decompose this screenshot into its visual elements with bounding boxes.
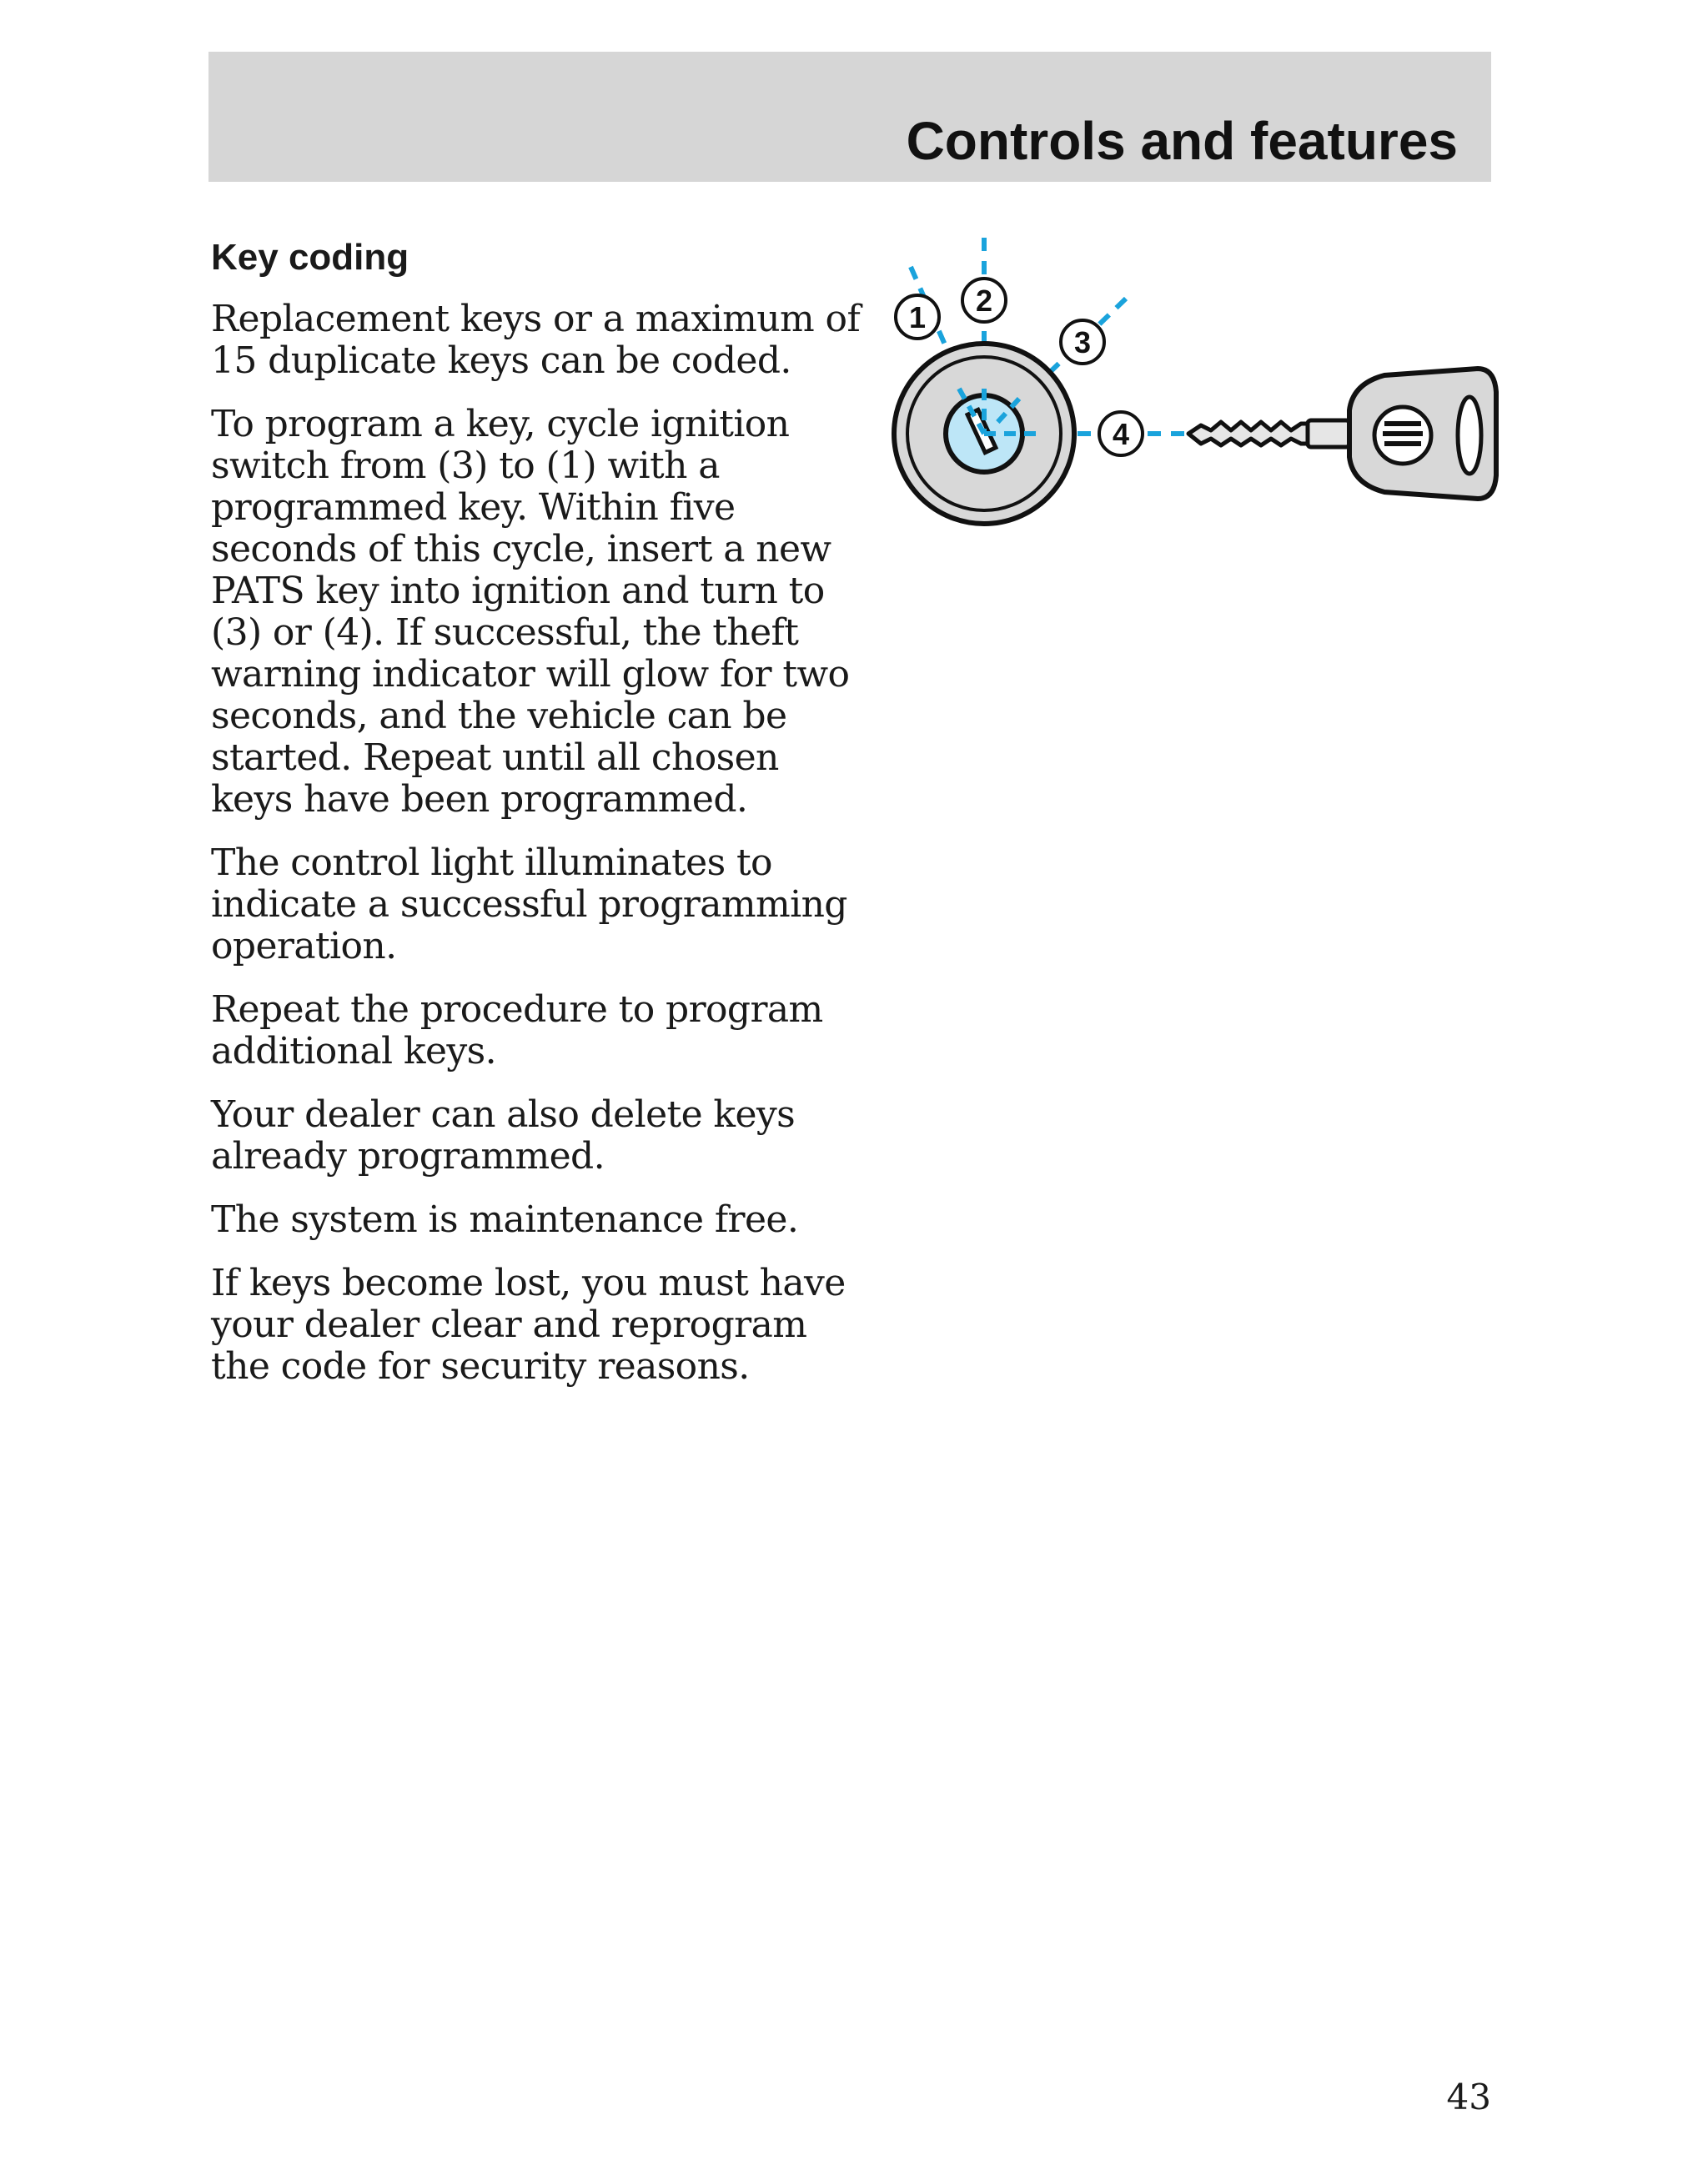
text-line: PATS key into ignition and turn to (211, 570, 825, 612)
page-header-title: Controls and features (906, 111, 1458, 171)
paragraph-program-procedure (211, 403, 850, 821)
text-line: Repeat the procedure to program (211, 988, 823, 1031)
paragraph-replacement-keys (211, 298, 861, 382)
header-band (208, 52, 1491, 182)
text-line: seconds, and the vehicle can be (211, 695, 787, 737)
page-number: 43 (1446, 2077, 1491, 2117)
paragraph-control-light (211, 842, 845, 967)
text-line: operation. (211, 925, 397, 967)
text-line: additional keys. (211, 1030, 497, 1072)
position-label-4: 4 (1112, 417, 1130, 451)
key-icon (1188, 369, 1496, 499)
text-line: keys have been programmed. (211, 778, 748, 821)
text-line: If keys become lost, you must have (211, 1262, 846, 1304)
text-line: switch from (3) to (1) with a (211, 445, 720, 487)
text-line: To program a key, cycle ignition (211, 403, 790, 445)
text-line: 15 duplicate keys can be coded. (211, 339, 791, 382)
position-label-1: 1 (908, 300, 927, 334)
text-line: The system is maintenance free. (211, 1198, 799, 1241)
ignition-key-svg (867, 225, 1501, 550)
paragraph-lost-keys (211, 1263, 845, 1388)
text-line: The control light illuminates to (211, 841, 772, 884)
ignition-key-diagram (867, 225, 1501, 550)
text-line: Replacement keys or a maximum of (211, 298, 861, 340)
text-line: programmed key. Within five (211, 486, 736, 529)
text-line: already programmed. (211, 1135, 605, 1178)
paragraph-maintenance (211, 1199, 845, 1241)
text-line: warning indicator will glow for two (211, 653, 850, 696)
text-line: Your dealer can also delete keys (211, 1093, 796, 1136)
paragraph-repeat (211, 989, 845, 1072)
text-line: (3) or (4). If successful, the theft (211, 611, 799, 654)
text-line: indicate a successful programming (211, 883, 847, 926)
text-line: started. Repeat until all chosen (211, 736, 779, 779)
text-line: the code for security reasons. (211, 1345, 750, 1388)
position-label-3: 3 (1073, 325, 1092, 359)
section-heading: Key coding (211, 237, 409, 278)
key-coding-section (211, 235, 861, 1409)
paragraph-delete-keys (211, 1094, 845, 1178)
position-label-2: 2 (975, 284, 993, 318)
text-line: seconds of this cycle, insert a new (211, 528, 831, 570)
text-line: your dealer clear and reprogram (211, 1304, 807, 1346)
